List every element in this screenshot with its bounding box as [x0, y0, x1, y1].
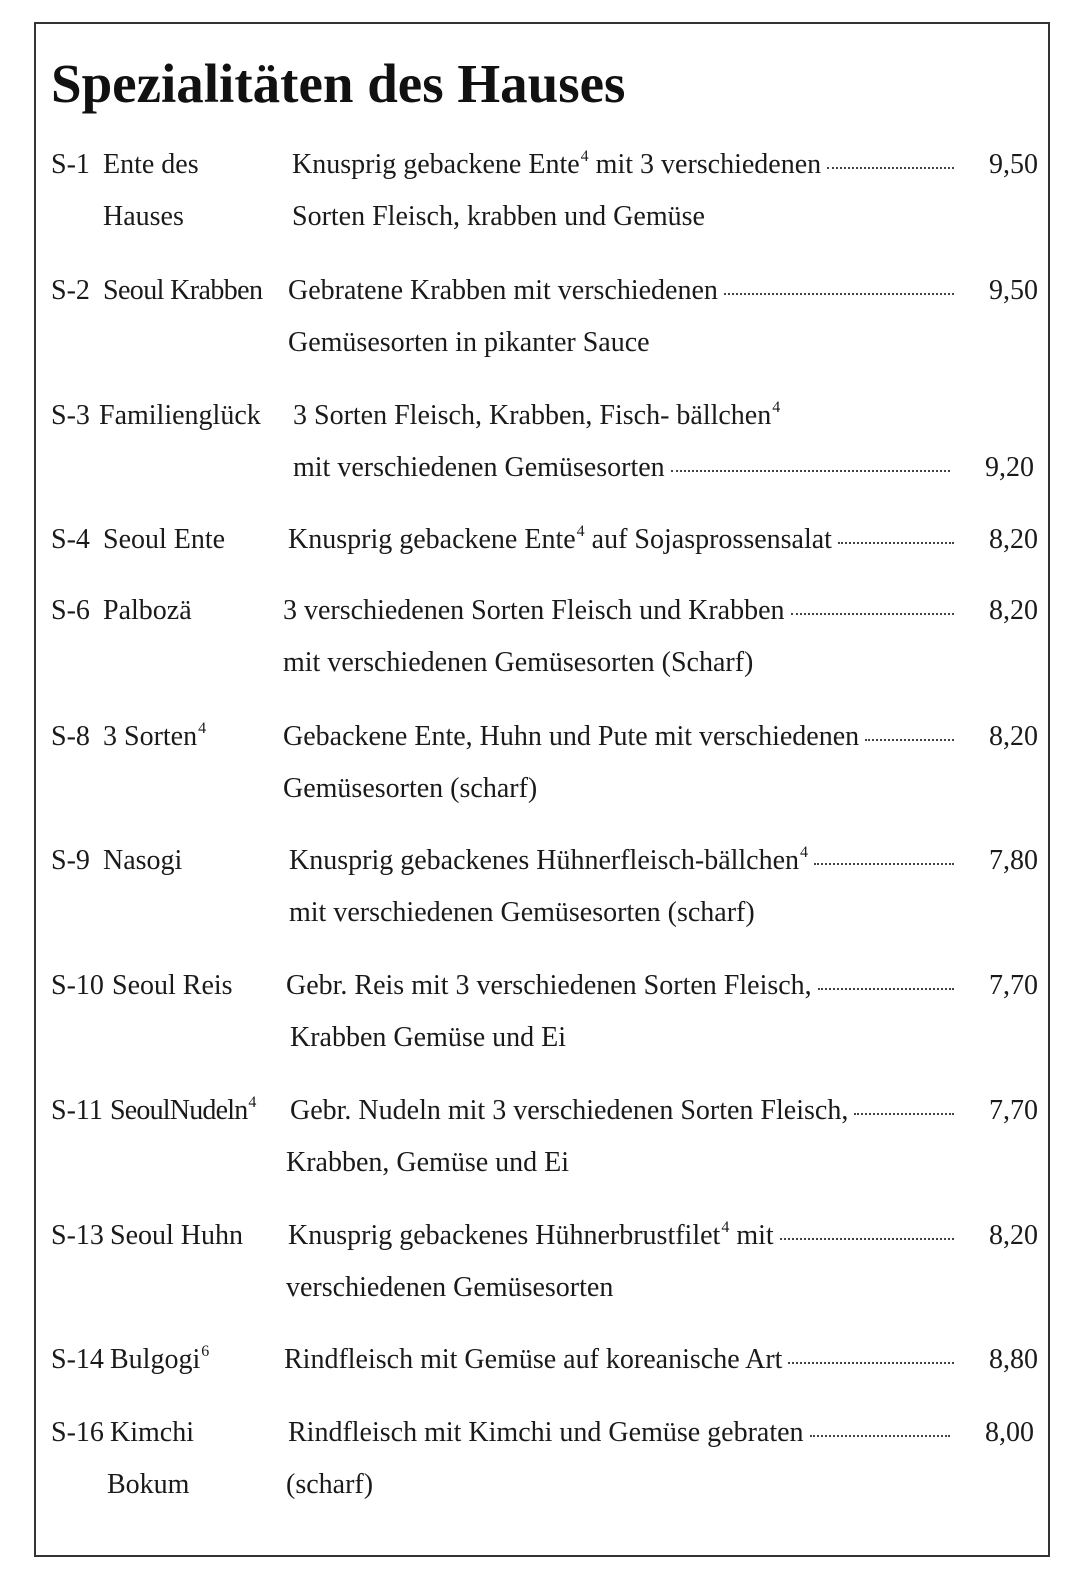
menu-item [0, 585, 1070, 695]
dot-leader [724, 293, 954, 295]
item-description-cont: mit verschiedenen Gemüsesorten [293, 442, 950, 494]
item-description-cont: Gemüsesorten (scharf) [283, 773, 538, 804]
menu-item [0, 835, 1070, 945]
menu-item-line-1 [0, 711, 1070, 763]
item-description-cont: verschiedenen Gemüsesorten [286, 1272, 614, 1303]
dot-leader [814, 863, 954, 865]
item-name: SeoulNudeln$^4$ [110, 1094, 256, 1126]
item-code: S-1 [51, 149, 90, 180]
item-name: Seoul Krabben [103, 275, 263, 306]
footnote-marker: 4 [580, 148, 589, 165]
menu-item-line-1 [0, 1334, 1070, 1386]
menu-item [0, 390, 1070, 500]
menu-item [0, 514, 1070, 570]
item-code: S-14 [51, 1344, 104, 1375]
dot-leader [827, 167, 954, 169]
item-price: 9,20 [985, 452, 1034, 483]
menu-item-line-2 [0, 887, 1070, 939]
menu-item [0, 1210, 1070, 1320]
menu-item-line-2 [0, 442, 1070, 494]
item-code: S-13 [51, 1220, 104, 1251]
item-code: S-10 [51, 970, 104, 1001]
menu-item [0, 265, 1070, 375]
item-description: Gebackene Ente, Huhn und Pute mit verschiedenen [283, 711, 954, 763]
menu-item-line-2 [0, 1262, 1070, 1314]
item-code: S-11 [51, 1095, 103, 1126]
item-name: 3 Sorten$^4$ [103, 720, 207, 752]
item-name: Seoul Ente [103, 524, 226, 555]
item-code: S-9 [51, 845, 90, 876]
item-description-cont: Krabben Gemüse und Ei [290, 1022, 567, 1053]
item-description-cont: (scharf) [286, 1469, 374, 1500]
item-description: 3 Sorten Fleisch, Krabben, Fisch- bällchen$^4$ [293, 399, 781, 431]
item-code: S-8 [51, 721, 90, 752]
item-price: 8,20 [989, 1220, 1038, 1251]
menu-item [0, 960, 1070, 1070]
item-price: 7,70 [989, 970, 1038, 1001]
item-name: Nasogi [103, 845, 183, 876]
item-code: S-16 [51, 1417, 104, 1448]
item-description: Knusprig gebackene Ente$^4$ auf Sojasprossensalat [288, 514, 954, 566]
menu-item-line-1 [0, 835, 1070, 887]
menu-item [0, 711, 1070, 821]
item-description: Gebratene Krabben mit verschiedenen [288, 265, 954, 317]
dot-leader [854, 1113, 954, 1115]
item-description: Knusprig gebackenes Hühnerfleisch-bällchen$^4$ [289, 835, 954, 887]
item-code: S-2 [51, 275, 90, 306]
item-description: Knusprig gebackenes Hühnerbrustfilet$^4$ mit [288, 1210, 954, 1262]
menu-item-line-2 [0, 317, 1070, 369]
menu-item-line-1 [0, 265, 1070, 317]
item-price: 8,20 [989, 721, 1038, 752]
item-description: Rindfleisch mit Kimchi und Gemüse gebraten [288, 1407, 950, 1459]
item-description-cont: mit verschiedenen Gemüsesorten (Scharf) [283, 647, 754, 678]
menu-item-line-1 [0, 1407, 1070, 1459]
item-name: Kimchi [110, 1417, 194, 1448]
menu-item [0, 1085, 1070, 1195]
item-price: 8,20 [989, 524, 1038, 555]
item-name-cont: Hauses [103, 201, 184, 232]
page-title: Spezialitäten des Hauses [51, 53, 626, 114]
footnote-marker: 4 [772, 399, 781, 416]
item-name: Ente des [103, 149, 199, 180]
item-name-cont: Bokum [107, 1469, 190, 1500]
menu-item-line-1 [0, 1210, 1070, 1262]
menu-item-line-1 [0, 585, 1070, 637]
item-description: 3 verschiedenen Sorten Fleisch und Krabben [283, 585, 954, 637]
menu-item-line-2 [0, 637, 1070, 689]
menu-item-line-1 [0, 390, 1070, 442]
item-description-cont: mit verschiedenen Gemüsesorten (scharf) [289, 897, 755, 928]
footnote-marker: 4 [800, 844, 809, 861]
menu-item [0, 139, 1070, 249]
footnote-marker: 4 [721, 1219, 730, 1236]
menu-item-line-2 [0, 191, 1070, 243]
dot-leader [780, 1238, 954, 1240]
item-description-cont: Krabben, Gemüse und Ei [286, 1147, 570, 1178]
dot-leader [810, 1435, 950, 1437]
item-price: 7,80 [989, 845, 1038, 876]
item-price: 7,70 [989, 1095, 1038, 1126]
item-name: Bulgogi$^6$ [110, 1343, 210, 1375]
footnote-marker: 4 [576, 523, 585, 540]
dot-leader [791, 613, 954, 615]
item-code: S-4 [51, 524, 90, 555]
dot-leader [838, 542, 954, 544]
footnote-marker: 6 [201, 1343, 210, 1360]
item-price: 8,80 [989, 1344, 1038, 1375]
item-price: 9,50 [989, 149, 1038, 180]
item-price: 8,00 [985, 1417, 1034, 1448]
dot-leader [671, 470, 950, 472]
item-description: Gebr. Nudeln mit 3 verschiedenen Sorten Fleisch, [290, 1085, 954, 1137]
item-price: 9,50 [989, 275, 1038, 306]
item-name: Seoul Huhn [110, 1220, 243, 1251]
item-name: Familienglück [99, 400, 261, 431]
menu-item-line-2 [0, 1137, 1070, 1189]
item-name: Palbozä [103, 595, 192, 626]
item-description: Rindfleisch mit Gemüse auf koreanische Art [284, 1334, 954, 1386]
item-price: 8,20 [989, 595, 1038, 626]
menu-item-line-2 [0, 763, 1070, 815]
menu-item-line-1 [0, 960, 1070, 1012]
dot-leader [865, 739, 954, 741]
item-code: S-6 [51, 595, 90, 626]
menu-item-line-1 [0, 1085, 1070, 1137]
footnote-marker: 4 [198, 720, 207, 737]
menu-item [0, 1407, 1070, 1517]
dot-leader [818, 988, 954, 990]
footnote-marker: 4 [248, 1094, 256, 1111]
menu-item [0, 1334, 1070, 1390]
item-description: Gebr. Reis mit 3 verschiedenen Sorten Fleisch, [286, 960, 954, 1012]
item-code: S-3 [51, 400, 90, 431]
item-description-cont: Sorten Fleisch, krabben und Gemüse [292, 201, 705, 232]
menu-item-line-2 [0, 1012, 1070, 1064]
dot-leader [788, 1362, 954, 1364]
menu-item-line-1 [0, 139, 1070, 191]
menu-item-line-2 [0, 1459, 1070, 1511]
item-description: Knusprig gebackene Ente$^4$ mit 3 verschiedenen [292, 139, 954, 191]
item-name: Seoul Reis [112, 970, 233, 1001]
item-description-cont: Gemüsesorten in pikanter Sauce [288, 327, 650, 358]
menu-item-line-1 [0, 514, 1070, 566]
